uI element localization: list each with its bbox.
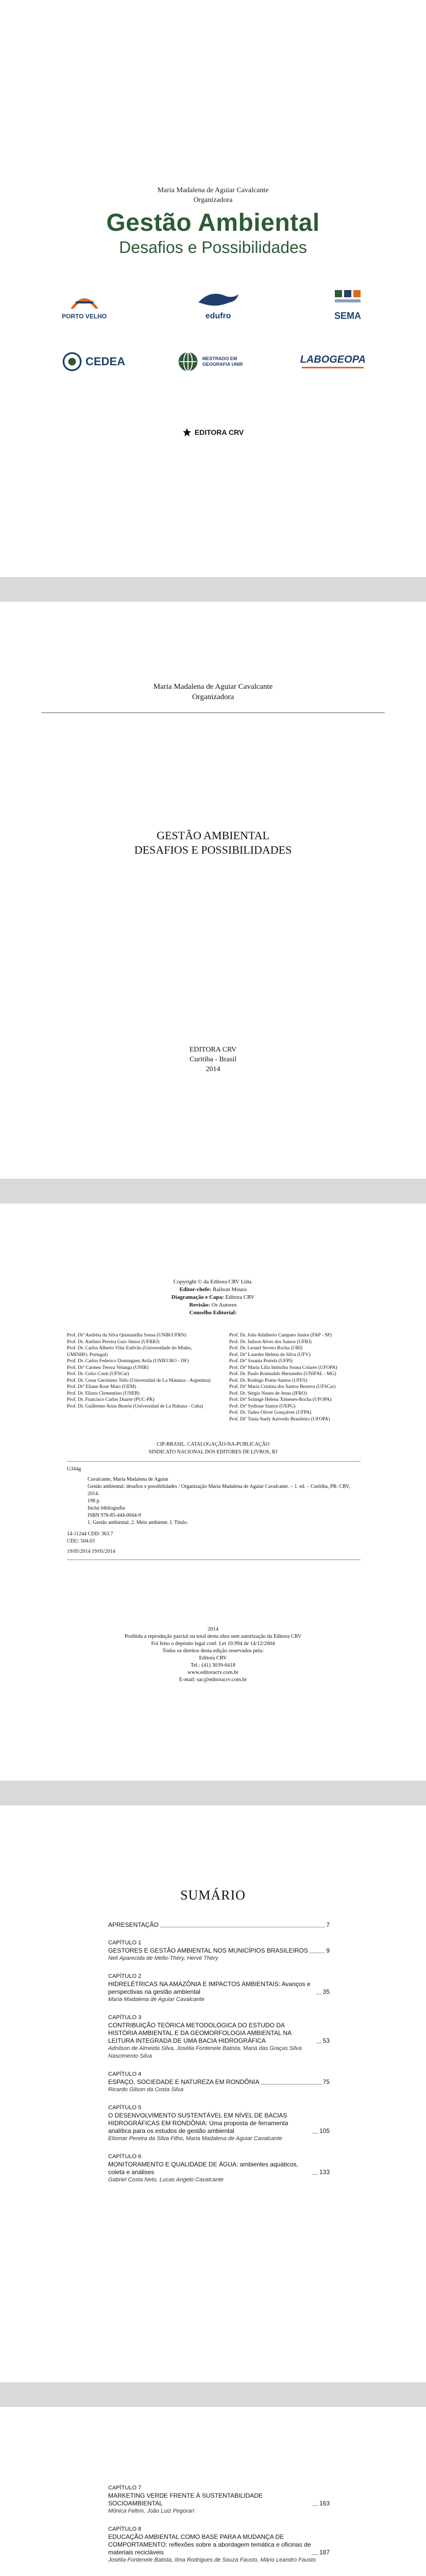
title-page-author-block [0, 682, 426, 702]
toc-list [108, 1921, 330, 2194]
toc-entry[interactable] [108, 2104, 330, 2143]
porto-velho-logo [62, 288, 107, 320]
publisher-mark-label: EDITORA CRV [194, 428, 244, 436]
toc-entry[interactable] [108, 2526, 330, 2564]
council-member: Prof. Dr. Carlos Alberto Vilar Estêvão (Universidade do Minho, UMINHO, Portugal) [67, 1346, 192, 1358]
notice-reproduction: Proibida a reprodução parcial ou total desta obra sem autorização da Editora CRV [124, 1634, 302, 1639]
edufro-label: edufro [205, 311, 231, 320]
toc-title-line [108, 1980, 330, 1996]
toc-entry[interactable] [108, 2071, 330, 2094]
title-page [0, 602, 426, 1179]
title-page-title-line-2: DESAFIOS E POSSIBILIDADES [134, 843, 292, 856]
toc-title-line [108, 2492, 330, 2507]
toc-list-continued [108, 2484, 330, 2576]
cover-author: Maria Madalena de Aguiar Cavalcante [157, 187, 269, 194]
council-column-2 [229, 1332, 376, 1422]
toc-entry[interactable] [108, 2153, 330, 2184]
sema-label: SEMA [334, 311, 361, 321]
review-label: Revisão: [189, 1302, 210, 1308]
toc-entry[interactable] [108, 1939, 330, 1962]
sema-logo [330, 286, 366, 321]
council-member: Prof. Drª Solange Helena Ximenes-Rocha (UFOPA) [229, 1397, 332, 1402]
toc-entry[interactable] [108, 1921, 330, 1929]
cip-record [67, 1461, 361, 1560]
cip-line: 1. Gestão ambiental. 2. Meio ambiente. I. Título. [88, 1520, 189, 1526]
toc-chapter-title: O DESENVOLVIMENTO SUSTENTÁVEL EM NÍVEL DE BACIAS HIDROGRÁFICAS EM RONDÔNIA: Uma proposta de ferramenta analítica para os estudos de gestão ambiental [108, 2112, 288, 2134]
title-page-publisher: EDITORA CRV [189, 1046, 237, 1054]
toc-heading: SUMÁRIO [180, 1888, 246, 1903]
cip-line: ISBN 978-85-444-0044-9 [88, 1513, 141, 1518]
toc-chapter-number: CAPÍTULO 7 [108, 2485, 142, 2491]
toc-chapter-number: CAPÍTULO 8 [108, 2526, 142, 2532]
publisher-phone: Tel.: (41) 3039-6418 [190, 1663, 236, 1668]
cdd-line: 14-11244 CDD: 363.7 [67, 1531, 113, 1537]
copyright-footer [0, 1626, 426, 1684]
toc-chapter-title: APRESENTAÇÃO [108, 1921, 159, 1928]
title-page-author: Maria Madalena de Aguiar Cavalcante [153, 683, 273, 691]
toc-page-number: 9 [326, 1947, 330, 1954]
cover-author-block [0, 185, 426, 205]
porto-velho-emblem-icon [66, 288, 103, 313]
cedea-logo [62, 351, 125, 372]
toc-chapter-authors: Neli Aparecida de Mello-Théry, Hervé Théry [108, 1955, 218, 1961]
council-member: Prof. Dr. Francisco Carlos Duarte (PUC-PR) [67, 1397, 155, 1402]
council-member: Prof. Drª Andréia da Silva Quintanilha Sousa (UNIR/UFRN) [67, 1333, 186, 1338]
toc-page-number: 53 [322, 2037, 330, 2044]
council-member: Prof. Drª Maria Lília Imbiriba Sousa Colares (UFOPA) [229, 1365, 337, 1370]
title-page-year: 2014 [206, 1065, 220, 1073]
title-page-title-line-1: GESTÃO AMBIENTAL [157, 829, 269, 842]
council-member: Prof. Dr. Rodrigo Pratte-Santos (UFES) [229, 1378, 308, 1383]
publisher-mark [0, 428, 426, 437]
toc-chapter-authors: Josélia Fontenele Batista, Ilma Rodrigues de Souza Fausto, Mário Leandro Fausto [108, 2557, 316, 2563]
toc-chapter-authors: Maria Madalena de Aguiar Cavalcante [108, 1996, 205, 2003]
council-member: Prof. Dr. Antônio Pereira Gaio Júnior (UFRRJ) [67, 1339, 160, 1345]
editor-line [0, 1286, 426, 1294]
toc-page-2 [0, 2407, 426, 2576]
toc-title-line [108, 2112, 330, 2135]
toc-page-number: 75 [322, 2078, 330, 2086]
cip-heading-line-1: CIP-BRASIL. CATALOGAÇÃO-NA-PUBLICAÇÃO [157, 1442, 269, 1447]
cip-line: Cavalcante, Maria Madalena de Aguiar [88, 1477, 168, 1482]
design-name: Editora CRV [225, 1294, 255, 1300]
crv-star-icon [182, 428, 192, 437]
copyright-header [0, 1278, 426, 1317]
title-page-imprint [0, 1045, 426, 1074]
toc-title-line [108, 1947, 330, 1955]
toc-page-number: 133 [319, 2168, 330, 2176]
editor-name: Railson Moura [212, 1286, 247, 1293]
toc-leader-dots [313, 2174, 318, 2175]
council-member: Prof. Dr. Cesar Gerónimo Tello (Universidad de La Matanza - Argentina) [67, 1378, 211, 1383]
cip-line: Inclui bibliografia [88, 1505, 125, 1511]
toc-leader-dots [313, 2505, 318, 2506]
council-member: Prof. Dr. Paulo Romualdo Hernandes (UNIFAL - MG) [229, 1371, 336, 1377]
mestrado-geografia-label: MESTRADO EM GEOGRAFIA UNIR [202, 356, 243, 367]
council-member: Prof. Drª Lourdes Helena da Silva (UFV) [229, 1352, 311, 1358]
publisher-email[interactable]: E-mail: sac@editoracrv.com.br [179, 1677, 247, 1683]
porto-velho-label: PORTO VELHO [62, 312, 107, 320]
council-member: Prof. Drª Maria Cristina dos Santos Bezerra (UFSCar) [229, 1384, 336, 1389]
toc-chapter-authors: Gabriel Costa Neto, Lucas Angelo Cavalcante [108, 2177, 224, 2183]
cedea-emblem-icon [62, 351, 82, 372]
toc-chapter-authors: Ricardo Gilson da Costa Silva [108, 2087, 184, 2093]
copyright-year: 2014 [208, 1626, 218, 1632]
cip-lines [67, 1476, 361, 1527]
council-member: Prof. Dr. Sérgio Nunes de Jesus (IFRO) [229, 1391, 307, 1396]
dolphin-icon [195, 287, 242, 312]
globe-icon [177, 350, 199, 373]
toc-title-line [108, 2533, 330, 2556]
council-member: Prof. Dr. Jailson Alves dos Santos (UFRJ) [229, 1339, 312, 1345]
toc-page-number: 7 [326, 1921, 330, 1928]
sema-emblem-icon [330, 286, 366, 311]
toc-chapter-authors: Eliomar Pereira da Silva Filho, Maria Madalena de Aguiar Cavalcante [108, 2136, 282, 2142]
title-page-title [0, 828, 426, 857]
mestrado-geografia-logo [177, 350, 249, 373]
cdd-lines [67, 1531, 361, 1545]
cip-code: G344g [67, 1466, 81, 1472]
toc-title-line [108, 2161, 330, 2176]
publisher-name: Editora CRV [199, 1655, 227, 1661]
toc-chapter-number: CAPÍTULO 5 [108, 2105, 142, 2111]
toc-title-line [108, 1921, 330, 1929]
toc-page-1 [0, 1805, 426, 2382]
editor-label: Editor-chefe: [179, 1286, 212, 1293]
notice-deposit: Foi feito o depósito legal conf. Lei 10.994 de 14/12/2004 [151, 1641, 275, 1647]
council-member: Prof. Dr. Tadeu Oliver Gonçalves (UFPA) [229, 1410, 312, 1415]
review-name: Os Autores [211, 1302, 237, 1308]
cdd-line: CDU: 504.03 [67, 1538, 95, 1544]
toc-chapter-title: MONITORAMENTO E QUALIDADE DE ÁGUA: ambientes aquáticos, coleta e análises [108, 2161, 298, 2176]
cover-page [0, 0, 426, 577]
design-line [0, 1294, 426, 1301]
edufro-logo [195, 287, 242, 321]
toc-chapter-number: CAPÍTULO 6 [108, 2154, 142, 2160]
cip-line: 198 p. [88, 1498, 100, 1504]
toc-chapter-authors: Adnilson de Almeida Silva, Josélia Fontenele Batista, Maria das Graças Silva Nascimento Silva [108, 2045, 302, 2059]
notice-rights: Todos os direitos desta edição reservados pela: [162, 1648, 264, 1654]
toc-page-number: 105 [319, 2127, 330, 2134]
council-member: Prof. Dr. Celso Conti (UFSCar) [67, 1371, 129, 1377]
toc-entry[interactable] [108, 2014, 330, 2060]
copyright-page [0, 1204, 426, 1781]
cip-heading [0, 1440, 426, 1456]
publisher-website[interactable]: www.editoracrv.com.br [188, 1670, 238, 1675]
toc-leader-dots [313, 2554, 318, 2555]
toc-chapter-title: HIDRELÉTRICAS NA AMAZÔNIA E IMPACTOS AMBIENTAIS: Avanços e perspectivas na gestão ambiental [108, 1980, 311, 1995]
toc-chapter-title: GESTORES E GESTÃO AMBIENTAL NOS MUNICÍPIOS BRASILEIROS [108, 1947, 308, 1954]
toc-chapter-number: CAPÍTULO 1 [108, 1940, 142, 1946]
toc-chapter-title: ESPAÇO, SOCIEDADE E NATUREZA EM RONDÔNIA [108, 2078, 260, 2086]
sponsor-logos-row-1 [62, 286, 366, 321]
labogeopa-logo [300, 354, 366, 370]
council-member: Prof. Dr. Leonel Severo Rocha (URI) [229, 1346, 303, 1351]
toc-chapter-number: CAPÍTULO 4 [108, 2071, 142, 2077]
editorial-council [67, 1332, 376, 1422]
toc-title-line [108, 2022, 330, 2045]
toc-page-number: 187 [319, 2549, 330, 2556]
council-member: Prof. Dr. Guillermo Arias Beatón (Universidad de La Habana - Cuba) [67, 1403, 203, 1409]
council-member: Prof. Drª Tania Suely Azevedo Brasileiro (UFOPA) [229, 1416, 330, 1422]
cip-heading-line-2: SINDICATO NACIONAL DOS EDITORES DE LIVROS, RJ [148, 1449, 278, 1455]
council-member: Prof. Drª Carmen Tereza Velanga (UNIR) [67, 1365, 149, 1370]
council-column-1 [67, 1332, 214, 1422]
cedea-label: CEDEA [86, 355, 126, 368]
toc-entry[interactable] [108, 1973, 330, 2004]
cip-line: Gestão ambiental: desafios e possibilidades / Organização Maria Madalena de Aguiar Cavalcante. – 1. ed. – Curitiba, PR: CRV, 2014. [88, 1484, 350, 1497]
council-heading: Conselho Editorial: [189, 1310, 237, 1316]
cover-role: Organizadora [193, 196, 233, 204]
toc-chapter-number: CAPÍTULO 2 [108, 1973, 142, 1979]
design-label: Diagramação e Capa: [171, 1294, 224, 1300]
cover-subtitle: Desafios e Possibilidades [119, 238, 307, 257]
toc-page-number: 35 [322, 1988, 330, 1995]
review-line [0, 1301, 426, 1309]
toc-chapter-number: CAPÍTULO 3 [108, 2014, 142, 2021]
title-page-role: Organizadora [192, 693, 234, 701]
copyright-line: Copyright © da Editora CRV Ltda. [173, 1279, 253, 1285]
toc-chapter-authors: Mônica Feltrin, João Luiz Pegorari [108, 2508, 194, 2514]
toc-entry[interactable] [108, 2484, 330, 2515]
council-member: Prof. Dr. Elizeu Clementino (UNEB) [67, 1391, 140, 1396]
council-member: Prof. Dr. Carlos Federico Dominguez Avila (UNIEURO - DF) [67, 1359, 189, 1364]
labogeopa-label: LABOGEOPA [300, 353, 366, 365]
sponsor-logos-row-2 [62, 350, 366, 373]
toc-page-number: 163 [319, 2500, 330, 2507]
council-member: Prof. Drª Sydione Santos (UEPG) [229, 1403, 296, 1409]
council-member: Prof. Dr. João Adalberto Campato Junior (FAP - SP) [229, 1333, 332, 1338]
toc-chapter-title: MARKETING VERDE FRENTE À SUSTENTABILIDADE SOCIOAMBIENTAL [108, 2492, 263, 2507]
cip-dates: 19/05/2014 19/05/2014 [67, 1549, 115, 1554]
title-page-city: Curitiba - Brasil [190, 1056, 236, 1063]
cover-title: Gestão Ambiental [106, 209, 320, 236]
toc-chapter-title: EDUCAÇÃO AMBIENTAL COMO BASE PARA A MUDANÇA DE COMPORTAMENTO: reflexões sobre a abordagem temática e oficinas de materiais recicláveis [108, 2533, 311, 2556]
labogeopa-underline-icon [302, 366, 364, 370]
council-member: Prof. Drª Eliane Rose Maio (UEM) [67, 1384, 137, 1389]
council-member: Prof. Drª Josania Portela (UFPI) [229, 1359, 293, 1364]
toc-chapter-title: CONTRIBUIÇÃO TEÓRICA METODOLÓGICA DO ESTUDO DA HISTÓRIA AMBIENTAL E DA GEOMORFOLOGIA AMBIENTAL NA LEITURA INTEGRADA DE UMA BACIA HIDROGRÁFICA [108, 2022, 292, 2044]
toc-title-line [108, 2078, 330, 2086]
